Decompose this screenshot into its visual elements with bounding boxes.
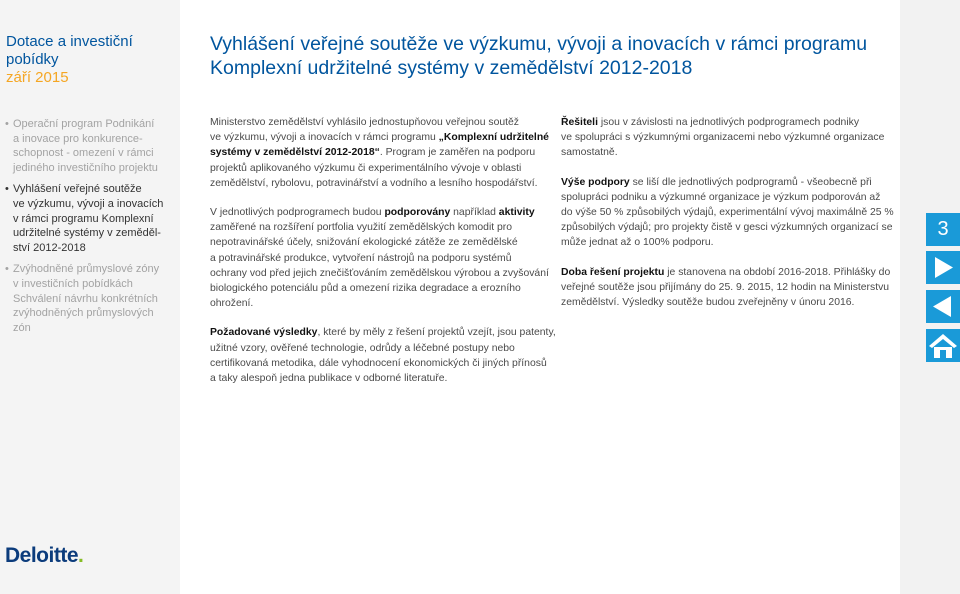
sidebar-item-line: zvýhodněných průmyslových — [13, 307, 154, 320]
play-left-icon — [926, 290, 960, 323]
sidebar-header — [6, 33, 180, 87]
text-line: způsobilých výdajů; pro projekty čistě v gesci výzkumných organizací se — [561, 222, 893, 234]
text-line: certifikovaná metodika, dále vyhodnocení ekonomických či jiných přínosů — [210, 357, 547, 369]
page-title — [210, 32, 900, 80]
keyword-highlight: Požadované výsledky — [210, 327, 318, 339]
keyword-highlight: aktivity — [498, 207, 535, 219]
keyword-highlight: Řešiteli — [561, 117, 598, 128]
keyword-highlight: Doba řešení projektu — [561, 266, 665, 278]
text-line — [210, 130, 549, 145]
page-title-line: Komplexní udržitelné systémy v zemědělství 2012-2018 — [210, 57, 693, 79]
text-line — [561, 115, 881, 130]
text-line — [561, 265, 891, 280]
text-line: biologického potenciálu půd a omezení rizika degradace a erozního — [210, 283, 521, 295]
text-run: , které by měly z řešení projektů vzejít, jsou patenty, — [317, 327, 556, 339]
paragraph-activities — [210, 205, 549, 311]
paragraph-support-amount — [561, 175, 894, 251]
content-column-left — [210, 115, 556, 400]
text-run: je stanovena na období 2016-2018. Přihlášky do — [664, 266, 891, 278]
home-button[interactable] — [926, 329, 960, 362]
page-number: 3 — [937, 218, 949, 240]
text-line: a potravinářské produkce, vytvoření nástrojů na podporu systémů — [210, 252, 512, 264]
sidebar-item-line: jediného investičního projektu — [13, 161, 158, 174]
text-line — [210, 145, 540, 160]
text-line: užitné vzory, ověřené technologie, odrůdy a léčebné postupy nebo — [210, 342, 515, 354]
sidebar-item-line: ství 2012-2018 — [13, 241, 86, 254]
paragraph-results — [210, 325, 556, 386]
text-run: jsou v závislosti na jednotlivých podprogramech podniky — [597, 117, 860, 128]
text-line: zemědělství, rybolovu, potravinářství a vodního a lesního hospodářství. — [210, 177, 538, 189]
text-line: zemědělství. Výsledky soutěže budou zveřejněny v únoru 2016. — [561, 297, 855, 309]
paragraph-solvers — [561, 115, 885, 161]
sidebar-item-line: • Zvýhodněné průmyslové zóny — [13, 263, 160, 276]
prev-page-button[interactable] — [926, 290, 960, 323]
text-line: samostatně. — [561, 147, 618, 159]
sidebar — [0, 0, 180, 594]
text-line: ochrany vod před jejich znečišťováním zemědělskou výrobou a zvyšování — [210, 267, 549, 279]
sidebar-item-line: v investičních pobídkách — [13, 277, 133, 290]
play-right-icon — [926, 251, 960, 284]
text-line — [210, 205, 540, 220]
sidebar-item-line: zón — [13, 321, 31, 334]
sidebar-item-prumyslove-zony[interactable] — [5, 262, 173, 335]
sidebar-item-line: v rámci programu Komplexní — [13, 212, 154, 225]
text-line: ve spolupráci s výzkumnými organizacemi nebo výzkumné organizace — [561, 132, 885, 144]
text-line — [561, 175, 881, 190]
sidebar-item-line: udržitelné systémy v zeměděl- — [13, 227, 161, 240]
page-title-line: Vyhlášení veřejné soutěže ve výzkumu, vývoji a inovacích v rámci programu — [210, 33, 868, 55]
sidebar-date: září 2015 — [6, 69, 69, 86]
deloitte-logo — [5, 544, 83, 568]
sidebar-item-line: ve výzkumu, vývoji a inovacích — [13, 197, 164, 210]
sidebar-item-line: a inovace pro konkurence- — [13, 132, 143, 145]
text-run: V jednotlivých podprogramech budou — [210, 207, 385, 219]
keyword-highlight: podporovány — [384, 207, 451, 219]
logo-dot: . — [78, 544, 84, 567]
sidebar-item-op-pik[interactable] — [5, 117, 173, 175]
text-line — [210, 325, 556, 340]
next-page-button[interactable] — [926, 251, 960, 284]
text-run: . Program je zaměřen na podporu — [379, 147, 536, 159]
text-line: projektů aplikovaného výzkumu či experimentálního vývoje v oblasti — [210, 162, 522, 174]
page-number-badge — [926, 213, 960, 246]
text-line: může jednat až o 100% podporu. — [561, 237, 714, 249]
sidebar-item-line: Schválení návrhu konkrétních — [13, 292, 158, 305]
sidebar-title: Dotace a investiční pobídky — [6, 33, 133, 68]
content-column-right — [561, 115, 894, 324]
text-line: Ministerstvo zemědělství vyhlásilo jednostupňovou veřejnou soutěž — [210, 117, 519, 128]
text-line: a taky alespoň jedna publikace v odborné literatuře. — [210, 373, 448, 385]
home-icon — [926, 329, 960, 362]
sidebar-nav — [5, 117, 173, 342]
sidebar-item-line: • Operační program Podnikání — [13, 118, 155, 130]
sidebar-item-vyhlaseni-souteze[interactable] — [5, 182, 173, 255]
keyword-highlight: Výše podpory — [561, 176, 630, 188]
text-run: ve výzkumu, vývoji a inovacích v rámci programu — [210, 132, 439, 144]
text-line: do výše 50 % způsobilých výdajů, experimentální vývoj maximálně 25 % — [561, 207, 894, 219]
logo-text: Deloitte — [5, 544, 79, 567]
paragraph-duration — [561, 265, 891, 311]
sidebar-item-line: • Vyhlášení veřejné soutěže — [13, 183, 142, 196]
text-run: například — [450, 207, 499, 219]
text-line: spolupráci podniku a výzkumné organizace je výzkum podporován až — [561, 191, 881, 203]
text-line: veřejné soutěže jsou přijímány do 25. 9. 2015, 12 hodin na Ministerstvu — [561, 281, 890, 293]
text-line: nepotravinářské účely, snižování ekologické zátěže ze zemědělské — [210, 237, 518, 249]
program-name-highlight: systémy v zemědělství 2012-2018“ — [210, 147, 380, 159]
text-line: zaměřené na rozšíření portfolia využití zemědělských komodit pro — [210, 222, 513, 234]
text-line: ohrožení. — [210, 298, 254, 310]
text-run: se liší dle jednotlivých podprogramů - všeobecně při — [629, 176, 872, 188]
sidebar-item-line: schopnost - omezení v rámci — [13, 147, 154, 160]
program-name-highlight: „Komplexní udržitelné — [438, 132, 549, 144]
paragraph-intro — [210, 115, 549, 191]
